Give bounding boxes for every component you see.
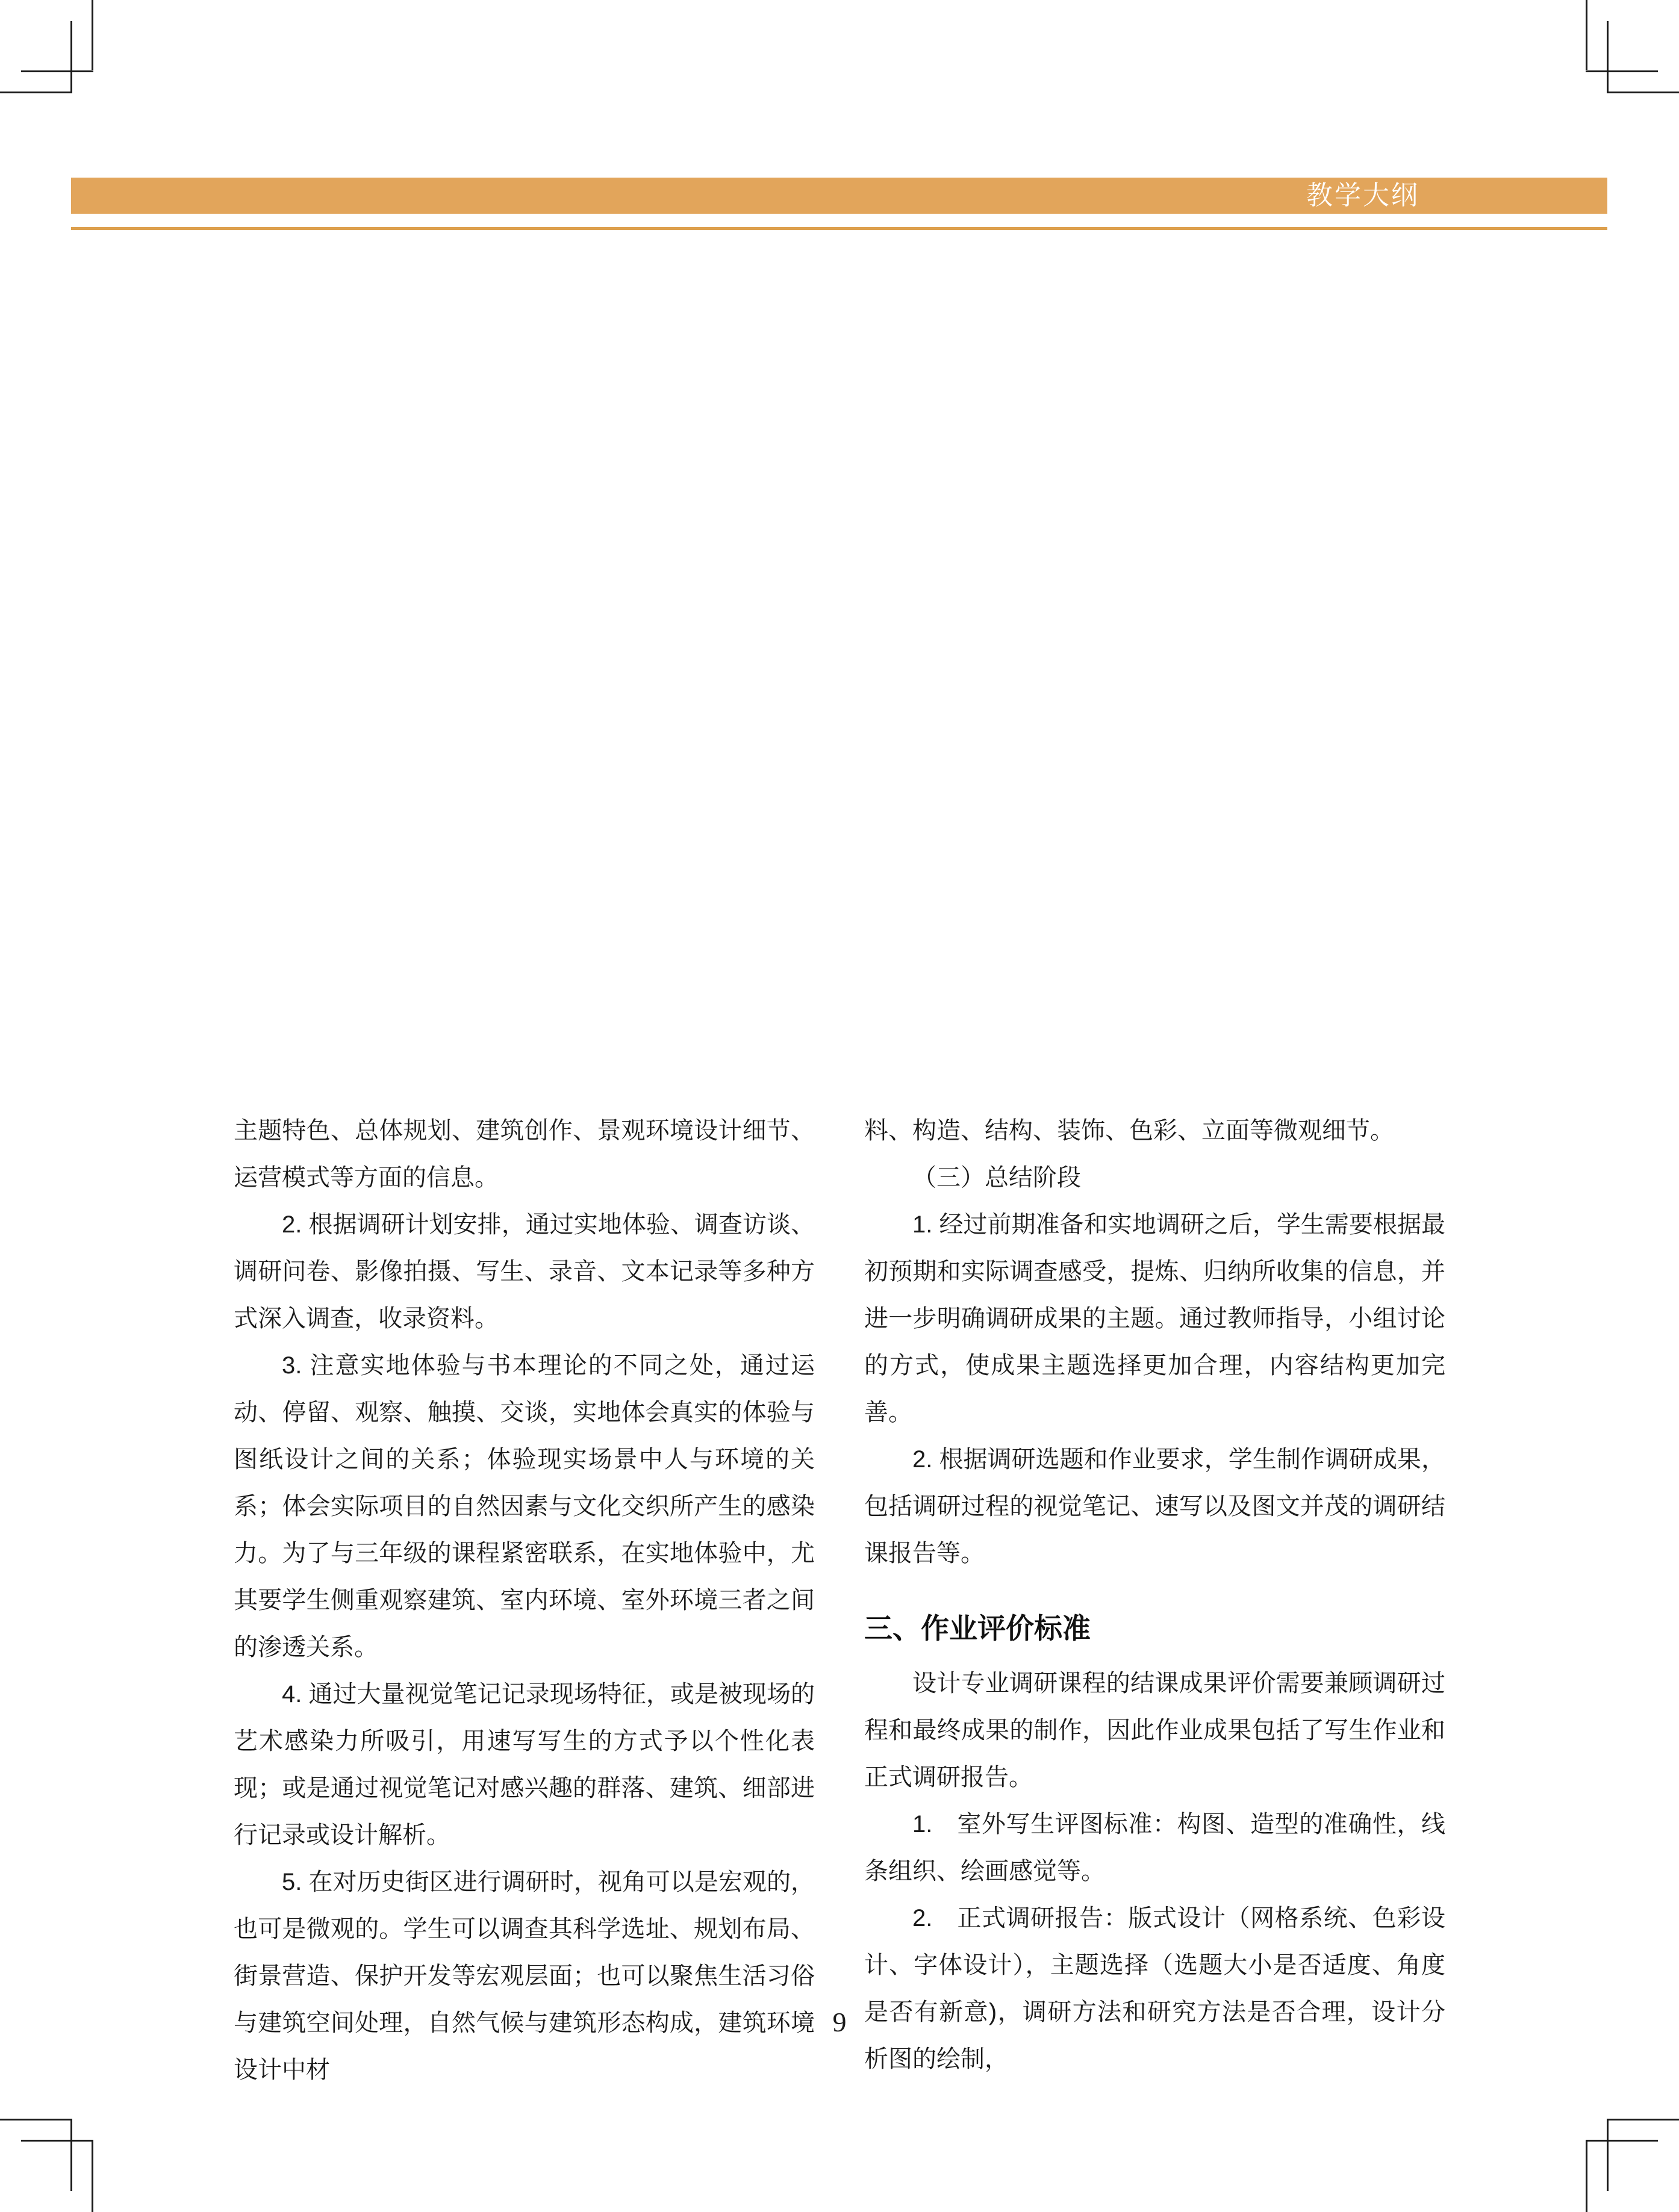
paragraph-item-5: 5. 在对历史街区进行调研时，视角可以是宏观的，也可是微观的。学生可以调查其科学选址、规划布局、街景营造、保护开发等宏观层面；也可以聚焦生活习俗与建筑空间处理，自然气候与建筑形态构成，建筑环境设计中材 — [234, 1869, 815, 2083]
crop-mark-top-left — [0, 0, 96, 96]
page-number: 9 — [832, 2007, 847, 2037]
paragraph-item-1: 1. 经过前期准备和实地调研之后，学生需要根据最初预期和实际调查感受，提炼、归纳所收集的信息，并进一步明确调研成果的主题。通过教师指导，小组讨论的方式，使成果主题选择更加合理，内容结构更加完善。 — [864, 1211, 1445, 1426]
paragraph-item-4: 4. 通过大量视觉笔记记录现场特征，或是被现场的艺术感染力所吸引，用速写写生的方式予以个性化表现；或是通过视觉笔记对感兴趣的群落、建筑、细部进行记录或设计解析。 — [234, 1681, 815, 1848]
right-column — [864, 1107, 1445, 2093]
header-title: 教学大纲 — [1306, 181, 1419, 210]
paragraph-criterion-2: 2. 正式调研报告：版式设计（网格系统、色彩设计、字体设计），主题选择（选题大小是否适度、角度是否有新意)，调研方法和研究方法是否合理，设计分析图的绘制， — [864, 1905, 1445, 2072]
left-column — [234, 1107, 815, 2093]
page-header-band — [71, 178, 1607, 214]
paragraph-item-3: 3. 注意实地体验与书本理论的不同之处，通过运动、停留、观察、触摸、交谈，实地体会真实的体验与图纸设计之间的关系；体验现实场景中人与环境的关系；体会实际项目的自然因素与文化交织所产生的感染力。为了与三年级的课程紧密联系，在实地体验中，尤其要学生侧重观察建筑、室内环境、室外环境三者之间的渗透关系。 — [234, 1352, 815, 1661]
paragraph-intro: 设计专业调研课程的结课成果评价需要兼顾调研过程和最终成果的制作，因此作业成果包括了写生作业和正式调研报告。 — [864, 1670, 1445, 1791]
paragraph-item-2: 2. 根据调研选题和作业要求，学生制作调研成果，包括调研过程的视觉笔记、速写以及图文并茂的调研结课报告等。 — [864, 1446, 1445, 1567]
header-rule — [71, 227, 1607, 230]
crop-mark-bottom-right — [1583, 2116, 1679, 2212]
paragraph-continuation: 料、构造、结构、装饰、色彩、立面等微观细节。 — [864, 1117, 1394, 1144]
paragraph-subsection-3: （三）总结阶段 — [912, 1164, 1081, 1191]
content-columns — [234, 1107, 1445, 2093]
crop-mark-top-right — [1583, 0, 1679, 96]
paragraph-criterion-1: 1. 室外写生评图标准：构图、造型的准确性，线条组织、绘画感觉等。 — [864, 1811, 1445, 1884]
paragraph-item-2: 2. 根据调研计划安排，通过实地体验、调查访谈、调研问卷、影像拍摄、写生、录音、文本记录等多种方式深入调查，收录资料。 — [234, 1211, 815, 1332]
paragraph-continuation: 主题特色、总体规划、建筑创作、景观环境设计细节、运营模式等方面的信息。 — [234, 1117, 815, 1191]
section-heading-evaluation: 三、作业评价标准 — [864, 1612, 1091, 1644]
crop-mark-bottom-left — [0, 2116, 96, 2212]
